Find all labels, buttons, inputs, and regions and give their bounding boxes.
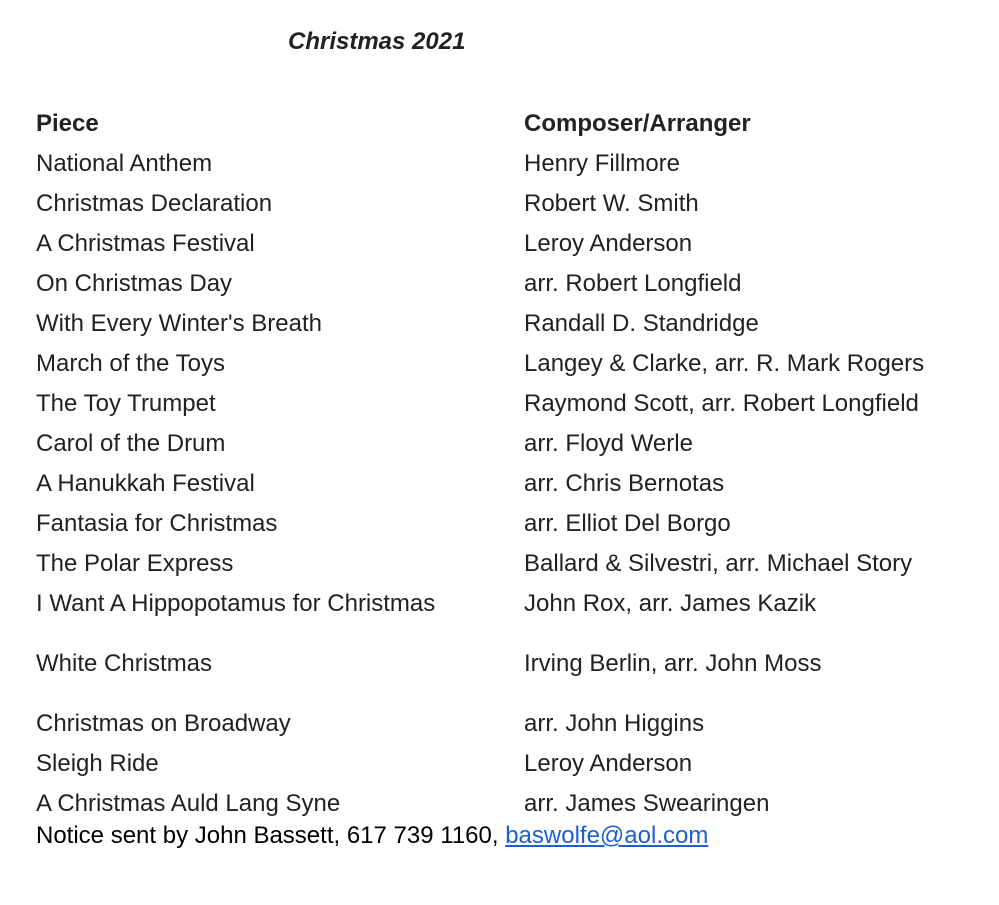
- composer-cell: Irving Berlin, arr. John Moss: [524, 650, 822, 677]
- table-row: [36, 584, 924, 644]
- composer-cell: Raymond Scott, arr. Robert Longfield: [524, 390, 919, 417]
- table-row: [36, 744, 924, 784]
- piece-cell: Christmas Declaration: [36, 190, 273, 217]
- composer-cell: Langey & Clarke, arr. R. Mark Rogers: [524, 350, 925, 377]
- piece-cell: White Christmas: [36, 650, 213, 677]
- composer-cell: Robert W. Smith: [524, 190, 699, 217]
- table-row: [36, 144, 924, 184]
- table-row: [36, 704, 924, 744]
- composer-cell: arr. James Swearingen: [524, 790, 770, 817]
- composer-cell: arr. Floyd Werle: [524, 430, 693, 457]
- piece-cell: On Christmas Day: [36, 270, 233, 297]
- table-row: [36, 504, 924, 544]
- table-row: [36, 424, 924, 464]
- piece-cell: National Anthem: [36, 150, 213, 177]
- composer-cell: John Rox, arr. James Kazik: [524, 590, 817, 617]
- piece-cell: Christmas on Broadway: [36, 710, 291, 737]
- composer-cell: arr. John Higgins: [524, 710, 705, 737]
- table-row: [36, 784, 924, 824]
- table-row: [36, 344, 924, 384]
- composer-cell: Ballard & Silvestri, arr. Michael Story: [524, 550, 913, 577]
- piece-cell: A Christmas Festival: [36, 230, 255, 257]
- table-row: [36, 224, 924, 264]
- composer-cell: arr. Elliot Del Borgo: [524, 510, 731, 537]
- piece-cell: A Hanukkah Festival: [36, 470, 255, 497]
- table-row: [36, 264, 924, 304]
- column-header-composer: Composer/Arranger: [524, 110, 751, 137]
- table-header-row: [36, 104, 924, 144]
- piece-cell: March of the Toys: [36, 350, 225, 377]
- column-header-piece: Piece: [36, 110, 99, 137]
- piece-cell: Carol of the Drum: [36, 430, 226, 457]
- piece-cell: The Toy Trumpet: [36, 390, 216, 417]
- piece-cell: Fantasia for Christmas: [36, 510, 278, 537]
- table-row: [36, 184, 924, 224]
- program-table: [36, 104, 924, 824]
- composer-cell: arr. Chris Bernotas: [524, 470, 725, 497]
- email-link[interactable]: baswolfe@aol.com: [505, 822, 709, 849]
- piece-cell: With Every Winter's Breath: [36, 310, 322, 337]
- composer-cell: arr. Robert Longfield: [524, 270, 742, 297]
- composer-cell: Henry Fillmore: [524, 150, 681, 177]
- piece-cell: The Polar Express: [36, 550, 234, 577]
- piece-cell: A Christmas Auld Lang Syne: [36, 790, 341, 817]
- table-row: [36, 464, 924, 504]
- composer-cell: Randall D. Standridge: [524, 310, 759, 337]
- notice-text: Notice sent by John Bassett, 617 739 1160,: [36, 822, 506, 849]
- table-row: [36, 384, 924, 424]
- piece-cell: Sleigh Ride: [36, 750, 159, 777]
- page-title: Christmas 2021: [288, 28, 466, 55]
- table-row: [36, 304, 924, 344]
- piece-cell: I Want A Hippopotamus for Christmas: [36, 590, 436, 617]
- footer-notice: [36, 821, 708, 851]
- table-row: [36, 644, 924, 704]
- table-row: [36, 544, 924, 584]
- composer-cell: Leroy Anderson: [524, 750, 693, 777]
- composer-cell: Leroy Anderson: [524, 230, 693, 257]
